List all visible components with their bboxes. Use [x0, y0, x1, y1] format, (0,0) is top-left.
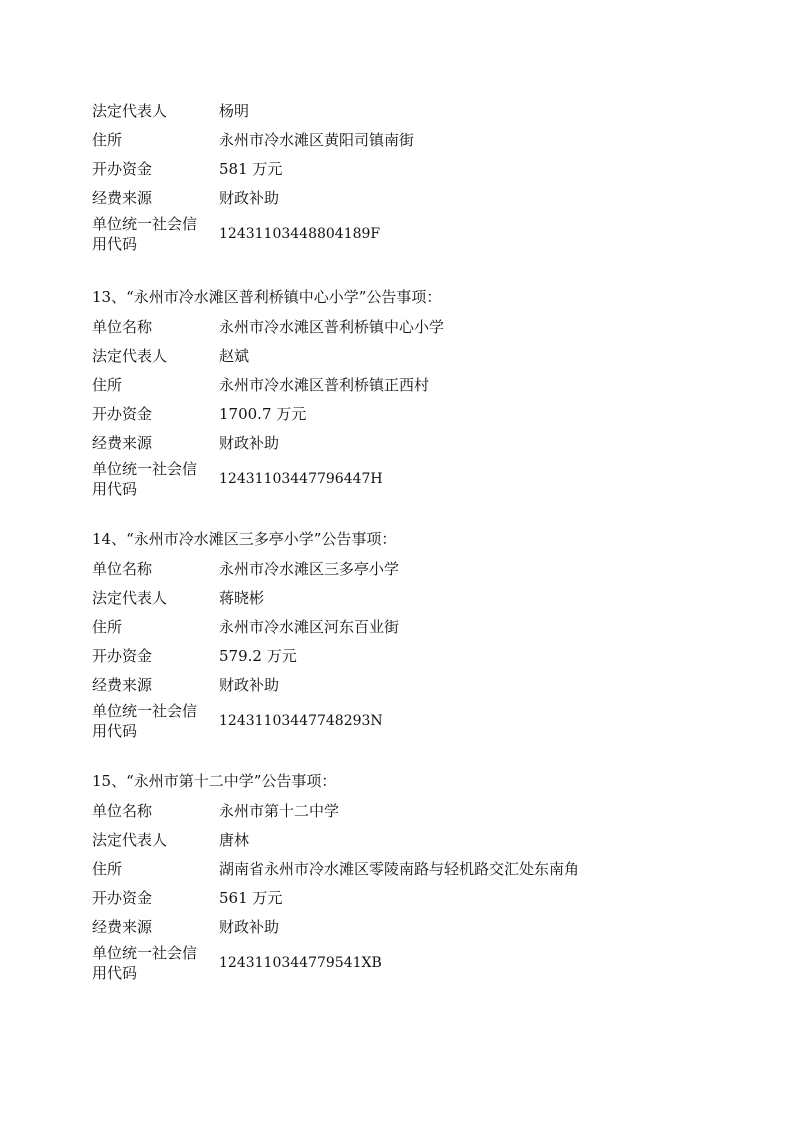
field-legal-rep: [92, 825, 712, 854]
field-value: 财政补助: [219, 918, 280, 936]
field-label: 法定代表人: [92, 588, 168, 607]
field-name: [92, 312, 712, 341]
entry-heading: 14、“永州市冷水滩区三多亭小学”公告事项：: [92, 530, 397, 548]
field-label: 住所: [92, 617, 123, 636]
field-capital: [92, 154, 712, 183]
field-label: 法定代表人: [92, 830, 168, 849]
field-value: 12431103447796447H: [219, 471, 383, 487]
field-value: 财政补助: [219, 189, 280, 207]
field-legal-rep: [92, 583, 712, 612]
field-label: 住所: [92, 859, 123, 878]
field-address: [92, 370, 712, 399]
field-label: 单位统一社会信 用代码: [92, 944, 198, 982]
field-label: 单位统一社会信 用代码: [92, 215, 198, 253]
field-credit-code: [92, 212, 712, 256]
field-label: 单位名称: [92, 559, 153, 578]
field-value: 永州市冷水滩区三多亭小学: [219, 560, 400, 578]
field-legal-rep: [92, 341, 712, 370]
field-label: 住所: [92, 375, 123, 394]
field-credit-code: [92, 941, 712, 985]
entry-14: [92, 524, 712, 743]
field-label: 单位统一社会信 用代码: [92, 460, 198, 498]
field-funding: [92, 670, 712, 699]
field-value: 579.2 万元: [219, 647, 297, 665]
field-credit-code: [92, 457, 712, 501]
field-label: 单位统一社会信 用代码: [92, 702, 198, 740]
field-funding: [92, 912, 712, 941]
field-value: 赵斌: [219, 347, 250, 365]
field-credit-code: [92, 699, 712, 743]
field-value: 湖南省永州市冷水滩区零陵南路与轻机路交汇处东南角: [219, 860, 580, 878]
field-address: [92, 854, 712, 883]
entry-13: [92, 282, 712, 501]
field-label: 经费来源: [92, 433, 153, 452]
field-capital: [92, 641, 712, 670]
field-value: 永州市第十二中学: [219, 802, 340, 820]
field-value: 财政补助: [219, 676, 280, 694]
field-label: 经费来源: [92, 917, 153, 936]
field-value: 杨明: [219, 102, 250, 120]
field-value: 12431103448804189F: [219, 226, 381, 242]
field-value: 1700.7 万元: [219, 405, 307, 423]
field-value: 12431103447748293N: [219, 713, 383, 729]
field-value: 蒋晓彬: [219, 589, 265, 607]
field-funding: [92, 183, 712, 212]
field-value: 唐林: [219, 831, 250, 849]
field-capital: [92, 399, 712, 428]
field-value: 永州市冷水滩区普利桥镇中心小学: [219, 318, 445, 336]
field-label: 开办资金: [92, 404, 153, 423]
field-name: [92, 554, 712, 583]
field-value: 永州市冷水滩区普利桥镇正西村: [219, 376, 430, 394]
field-funding: [92, 428, 712, 457]
field-label: 经费来源: [92, 675, 153, 694]
field-capital: [92, 883, 712, 912]
field-value: 581 万元: [219, 160, 283, 178]
field-label: 单位名称: [92, 317, 153, 336]
field-address: [92, 125, 712, 154]
field-value: 1243110344779541XB: [219, 955, 382, 971]
field-value: 561 万元: [219, 889, 283, 907]
field-label: 开办资金: [92, 159, 153, 178]
field-label: 单位名称: [92, 801, 153, 820]
field-value: 永州市冷水滩区河东百业街: [219, 618, 400, 636]
entry-heading: 13、“永州市冷水滩区普利桥镇中心小学”公告事项：: [92, 288, 442, 306]
entry-heading: 15、“永州市第十二中学”公告事项：: [92, 772, 337, 790]
field-label: 开办资金: [92, 646, 153, 665]
entry-15: [92, 766, 712, 985]
field-label: 开办资金: [92, 888, 153, 907]
field-label: 法定代表人: [92, 101, 168, 120]
field-legal-rep: [92, 96, 712, 125]
field-value: 永州市冷水滩区黄阳司镇南街: [219, 131, 415, 149]
field-name: [92, 796, 712, 825]
entry-12-continued: [92, 96, 712, 256]
field-address: [92, 612, 712, 641]
field-label: 经费来源: [92, 188, 153, 207]
field-label: 住所: [92, 130, 123, 149]
field-label: 法定代表人: [92, 346, 168, 365]
field-value: 财政补助: [219, 434, 280, 452]
